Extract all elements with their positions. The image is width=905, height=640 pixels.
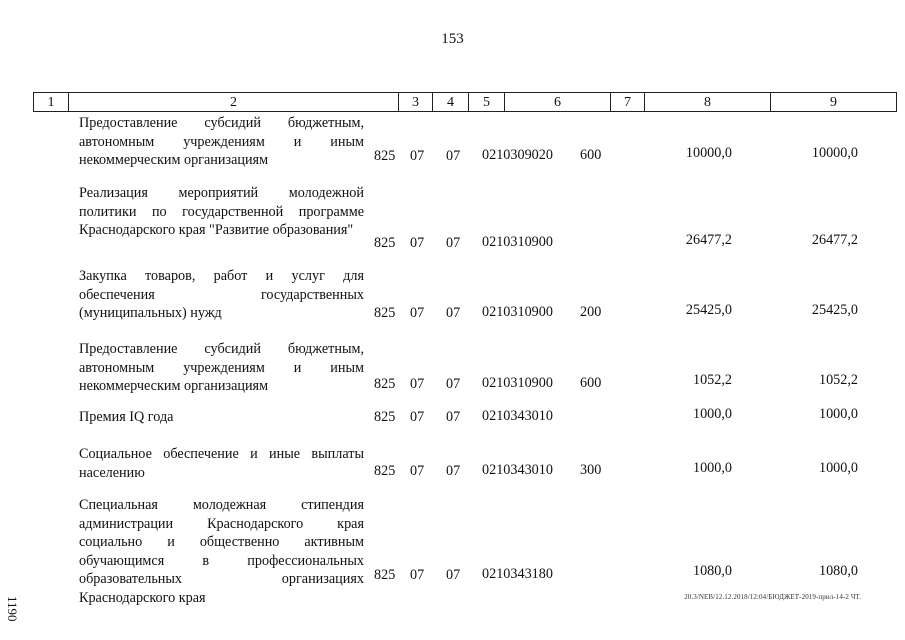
row-description: Предоставление субсидий бюджетным, автономным учреждениям и иным некоммерческим организациям: [79, 341, 364, 394]
cell-col-5: 07: [446, 376, 461, 392]
cell-col-6: 0210343010: [482, 462, 553, 478]
cell-col-6: 0210310900: [482, 234, 553, 250]
cell-col-6: 0210309020: [482, 147, 553, 163]
cell-col-4: 07: [410, 376, 425, 392]
header-col-7: 7: [611, 93, 645, 112]
header-row: [34, 93, 897, 112]
cell-col-3: 825: [374, 305, 396, 321]
cell-col-8: 1000,0: [692, 406, 732, 422]
cell-col-3: 825: [374, 567, 396, 583]
cell-col-8: 1052,2: [692, 372, 732, 388]
header-col-4: 4: [433, 93, 469, 112]
cell-col-6: 0210343010: [482, 408, 553, 424]
cell-col-9: 26477,2: [811, 232, 858, 248]
header-col-3: 3: [399, 93, 433, 112]
cell-col-5: 07: [446, 409, 461, 425]
header-col-2: 2: [69, 93, 399, 112]
cell-col-8: 1080,0: [692, 563, 732, 579]
cell-col-5: 07: [446, 305, 461, 321]
cell-col-9: 10000,0: [811, 145, 858, 161]
cell-col-3: 825: [374, 376, 396, 392]
header-col-6: 6: [505, 93, 611, 112]
cell-col-3: 825: [374, 409, 396, 425]
cell-col-9: 1052,2: [818, 372, 858, 388]
cell-col-5: 07: [446, 148, 461, 164]
cell-col-9: 1080,0: [818, 563, 858, 579]
cell-col-9: 25425,0: [811, 302, 858, 318]
row-description: Реализация мероприятий молодежной политики по государственной программе Краснодарского края "Развитие образования": [79, 185, 364, 238]
header-col-5: 5: [469, 93, 505, 112]
cell-col-3: 825: [374, 463, 396, 479]
header-col-9: 9: [771, 93, 897, 112]
row-description: Специальная молодежная стипендия администрации Краснодарского края социально и общественно активным обучающимся в профессиональных образовательных организациях Краснодарского края: [79, 497, 364, 606]
cell-col-7: 200: [580, 304, 602, 320]
cell-col-3: 825: [374, 148, 396, 164]
header-col-8: 8: [645, 93, 771, 112]
cell-col-5: 07: [446, 235, 461, 251]
cell-col-8: 1000,0: [692, 460, 732, 476]
row-description: Премия IQ года: [79, 409, 174, 425]
cell-col-7: 600: [580, 375, 602, 391]
cell-col-7: 300: [580, 462, 602, 478]
row-description: Предоставление субсидий бюджетным, автономным учреждениям и иным некоммерческим организациям: [79, 115, 364, 168]
cell-col-9: 1000,0: [818, 406, 858, 422]
cell-col-4: 07: [410, 409, 425, 425]
cell-col-4: 07: [410, 148, 425, 164]
row-description: Социальное обеспечение и иные выплаты населению: [79, 446, 364, 481]
cell-col-4: 07: [410, 567, 425, 583]
cell-col-6: 0210310900: [482, 375, 553, 391]
cell-col-7: 600: [580, 147, 602, 163]
header-col-1: 1: [34, 93, 69, 112]
row-description: Закупка товаров, работ и услуг для обеспечения государственных (муниципальных) нужд: [79, 268, 364, 321]
cell-col-5: 07: [446, 567, 461, 583]
cell-col-4: 07: [410, 463, 425, 479]
cell-col-4: 07: [410, 305, 425, 321]
side-page-stamp: 1190: [5, 596, 20, 622]
cell-col-8: 26477,2: [685, 232, 732, 248]
cell-col-8: 10000,0: [685, 145, 732, 161]
column-header-table: [33, 92, 897, 112]
cell-col-5: 07: [446, 463, 461, 479]
cell-col-8: 25425,0: [685, 302, 732, 318]
cell-col-6: 0210343180: [482, 566, 553, 582]
cell-col-6: 0210310900: [482, 304, 553, 320]
document-footer: 20.3/NEB/12.12.2018/12:04/БЮДЖЕТ-2019-прил-14-2 ЧТ.: [684, 593, 861, 601]
cell-col-3: 825: [374, 235, 396, 251]
page-number: 153: [441, 31, 464, 47]
cell-col-4: 07: [410, 235, 425, 251]
cell-col-9: 1000,0: [818, 460, 858, 476]
